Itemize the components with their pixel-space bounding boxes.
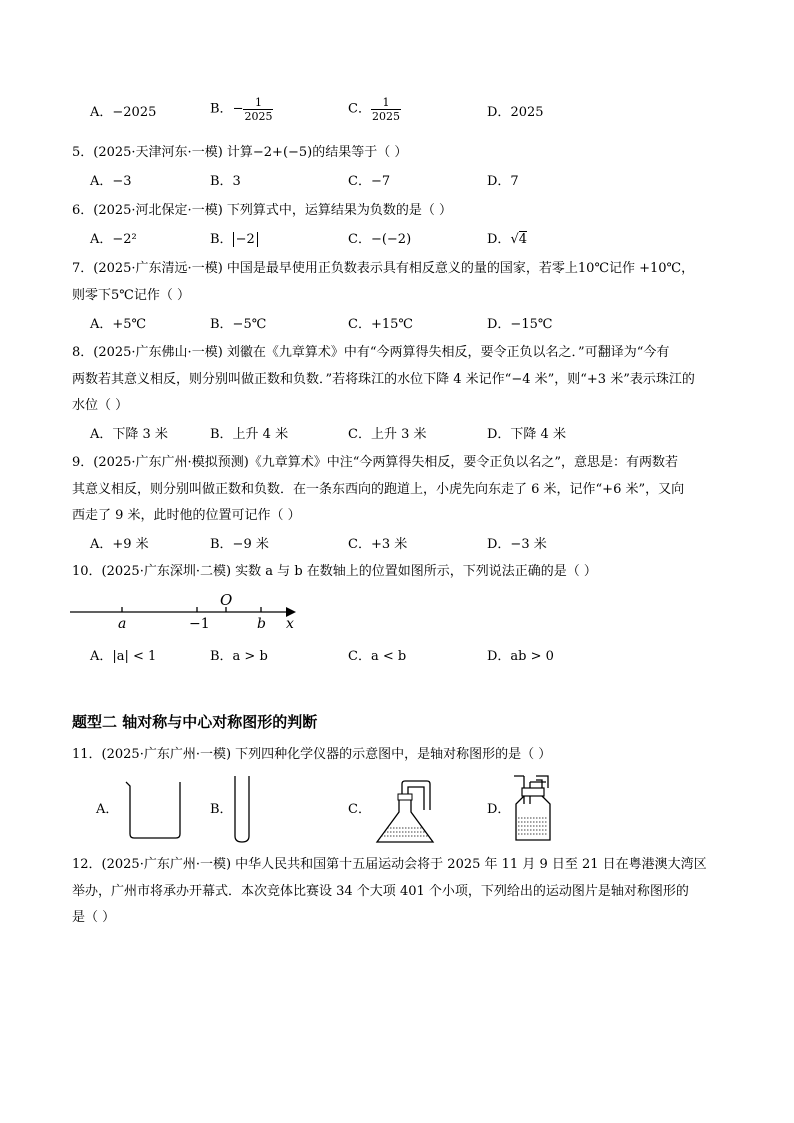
point-a-label: a — [118, 616, 127, 632]
gas-washing-bottle-icon — [508, 774, 558, 844]
q12-stem-line2: 举办，广州市将承办开幕式．本次竞体比赛设 34 个大项 401 个小项，下列给出的运动图片是轴对称图形的 — [72, 884, 689, 899]
q5-option-a: A．−3 — [90, 174, 132, 189]
q8-option-c: C．上升 3 米 — [348, 427, 427, 442]
q9-stem-line1: 9．(2025·广东广州·模拟预测)《九章算术》中注“今两算得失相反，要令正负以名之”，意思是：有两数若 — [72, 455, 679, 470]
q4-option-d-label: D． — [487, 105, 511, 120]
q6-option-d-value: 4 — [518, 232, 528, 247]
beaker-icon — [122, 776, 186, 840]
q6-option-d-label: D． — [487, 232, 511, 247]
q7-option-d: D．−15℃ — [487, 317, 553, 332]
q11-stem: 11．(2025·广东广州·一模) 下列四种化学仪器的示意图中，是轴对称图形的是（ ） — [72, 747, 552, 762]
q7-stem-line2: 则零下5℃记作（ ） — [72, 288, 190, 303]
q4-option-c-numerator: 1 — [371, 96, 401, 110]
q5-stem: 5．(2025·天津河东·一模) 计算−2+(−5)的结果等于（ ） — [72, 145, 408, 160]
minus-one-label: −1 — [189, 616, 210, 632]
q8-stem-line2: 两数若其意义相反，则分别叫做正数和负数．”若将珠江的水位下降 4 米记作“−4 米”，则“+3 米”表示珠江的 — [72, 372, 695, 387]
q11-option-d-label: D． — [487, 802, 511, 817]
q9-option-a: A．+9 米 — [90, 537, 149, 552]
q4-option-a-value: −2025 — [112, 105, 157, 120]
q9-stem-line2: 其意义相反，则分别叫做正数和负数．在一条东西向的跑道上，小虎先向东走了 6 米，记作“+6 米”，又向 — [72, 482, 685, 497]
q10-option-d: D．ab > 0 — [487, 649, 554, 664]
q9-option-c: C．+3 米 — [348, 537, 408, 552]
q9-option-d: D．−3 米 — [487, 537, 547, 552]
q6-option-a-value: −2² — [112, 232, 137, 247]
q4-option-d-value: 2025 — [510, 105, 544, 120]
q7-option-a: A．+5℃ — [90, 317, 147, 332]
q12-stem-line3: 是（ ） — [72, 910, 116, 925]
q6-option-d — [487, 231, 527, 249]
test-tube-icon — [232, 774, 252, 844]
q8-stem-line3: 水位（ ） — [72, 398, 129, 413]
q11-option-c-label: C． — [348, 802, 371, 817]
origin-label: O — [220, 591, 233, 609]
section-heading: 题型二 轴对称与中心对称图形的判断 — [72, 713, 318, 731]
q4-option-b — [210, 96, 273, 123]
q10-option-a: A．|a| < 1 — [90, 649, 157, 664]
q4-option-c-label: C． — [348, 101, 371, 117]
q7-option-b: B．−5℃ — [210, 317, 267, 332]
q4-option-b-numerator: 1 — [243, 96, 273, 110]
flask-with-tube-icon — [372, 780, 442, 844]
sqrt-sign: √ — [510, 232, 519, 247]
q6-option-c-value: −(−2) — [370, 232, 412, 247]
q7-option-c: C．+15℃ — [348, 317, 413, 332]
q4-option-c-denominator: 2025 — [371, 110, 400, 123]
q5-option-d: D．7 — [487, 174, 519, 189]
q11-option-b-label: B． — [210, 802, 233, 817]
q6-option-a-label: A． — [90, 232, 113, 247]
q4-option-b-sign: − — [232, 101, 244, 117]
q5-option-c: C．−7 — [348, 174, 391, 189]
q7-stem-line1: 7．(2025·广东清远·一模) 中国是最早使用正负数表示具有相反意义的量的国家，若零上10℃记作 +10℃， — [72, 261, 695, 276]
q11-option-a-label: A． — [96, 802, 119, 817]
q4-option-c-fraction — [371, 96, 401, 123]
q4-option-a — [90, 104, 156, 122]
q8-stem-line1: 8．(2025·广东佛山·一模) 刘徽在《九章算术》中有“今两算得失相反，要令正负以名之．”可翻译为“今有 — [72, 345, 670, 360]
number-line-figure — [60, 585, 320, 635]
q6-option-b-value: −2 — [233, 232, 258, 247]
q8-option-a: A．下降 3 米 — [90, 427, 168, 442]
q4-option-d — [487, 104, 544, 122]
q6-option-c-label: C． — [348, 232, 371, 247]
q10-option-b: B．a > b — [210, 649, 268, 664]
q6-option-c — [348, 231, 411, 249]
q10-stem: 10．(2025·广东深圳·二模) 实数 a 与 b 在数轴上的位置如图所示，下列说法正确的是（ ） — [72, 564, 597, 579]
q8-option-d: D．下降 4 米 — [487, 427, 566, 442]
q6-option-a — [90, 231, 137, 249]
q4-option-b-denominator: 2025 — [244, 110, 273, 123]
q10-option-c: C．a < b — [348, 649, 407, 664]
q6-stem: 6．(2025·河北保定·一模) 下列算式中，运算结果为负数的是（ ） — [72, 203, 453, 218]
q4-option-b-fraction — [243, 96, 273, 123]
q9-option-b: B．−9 米 — [210, 537, 269, 552]
q12-stem-line1: 12．(2025·广东广州·一模) 中华人民共和国第十五届运动会将于 2025 年 11 月 9 日至 21 日在粤港澳大湾区 — [72, 857, 707, 872]
q4-option-b-label: B． — [210, 101, 233, 117]
point-b-label: b — [257, 616, 266, 632]
q6-option-b-label: B． — [210, 232, 233, 247]
q5-option-b: B．3 — [210, 174, 241, 189]
q8-option-b: B．上升 4 米 — [210, 427, 289, 442]
x-axis-label: x — [286, 616, 294, 632]
q6-option-b — [210, 231, 258, 249]
q9-stem-line3: 西走了 9 米，此时他的位置可记作（ ） — [72, 508, 301, 523]
q4-option-c — [348, 96, 401, 123]
q4-option-a-label: A． — [90, 105, 113, 120]
